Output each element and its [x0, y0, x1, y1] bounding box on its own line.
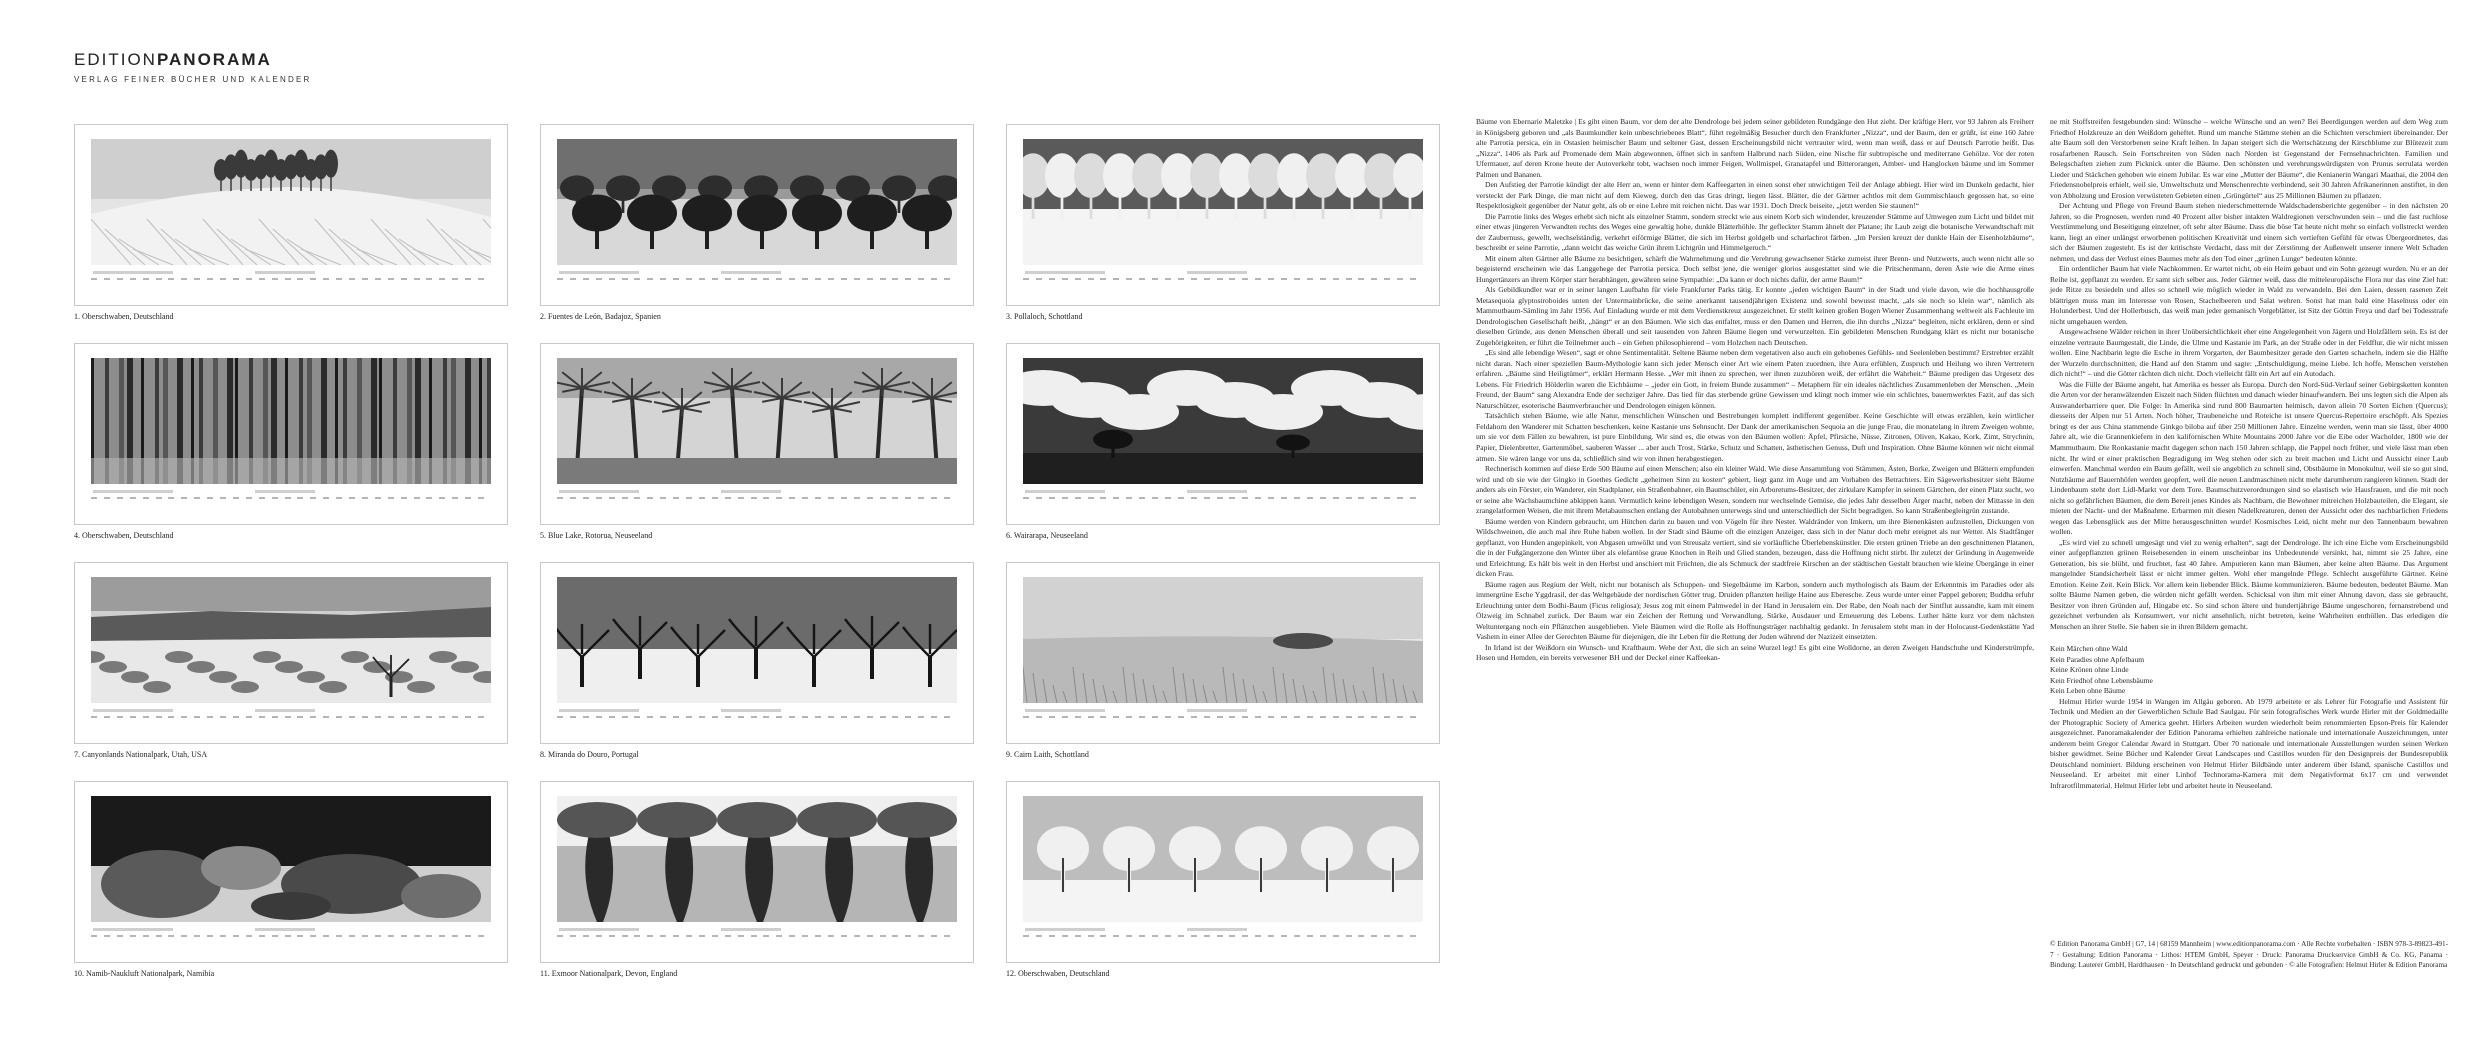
calendar-month-label [559, 271, 639, 274]
calendar-page [540, 781, 974, 978]
calendar-day-row [1023, 497, 1423, 503]
photo-caption: 5. Blue Lake, Rotorua, Neuseeland [540, 531, 653, 540]
essay-paragraph: Was die Fülle der Bäume angeht, hat Amerika es besser als Europa. Durch den Nord-Süd-Verlauf seiner Gebirgsketten konnten die Arten vor der heranwälzenden Eiszeit nach Süden flüchten und danach wieder hinaufwandern. Bei uns legten sich die Alpen als Auswanderbarriere quer. Die Folge: In Amerika sind rund 800 Baumarten heimisch, davon allein 70 Sorten Eichen (Quercus); diesseits der Alpen nur 51 Arten. Noch höher, Traubeneiche und Roteiche ist unsere Quercus-Repertoire erschöpft. Als Spezies bringt es der aus China stammende Ginkgo biloba auf über 250 Millionen Jahre. Einzelne werden, wenn man sie lässt, über 4000 Jahre alt, wie die Grannenkiefern in den kalifornischen White Mountains 2000 Jahre vor die Eibe oder Wacholder, 1800 wie der Mammutbaum. Die Ronkastanie macht dagegen schon nach 150 Jahren schlapp, die Pappel noch früher, und viele lässt man eben nicht. Ihr wird er einer praktischen Begradigung im Weg stehen oder sich zu breit machen und Licht und Aussicht einer Laub einwerfen. Manchmal werden ein Baum gefällt, weil sie angeblich zu schnell sind, Obstbäume in Monokultur, weil sie so gut sind, Nutzbäume auf Bauernhöfen werden geopfert, weil die neuen Landmaschinen nicht mehr darumherum rangieren können. Stadt der Lindenbaum steht dort Lidl-Markt vor dem Tore. Baumschutzverordnungen sind so elastisch wie Hausfrauen, und die mit noch nicht so gefährlichen Bäumen, die dem Bereit jenes Kindes als Nachbarn, die Bewohner mitreichen Holzbauteilen, die Elegant, sie mieten der Nacht- und der Maßnahme. Erbarmen mit diesen Nadelkreaturen, denen der Aussicht oder des nachbarlichen Friedens wegen das Lebensglück aus der Mitte herausgeschnitten wurde! Kosmisches Leid, nicht mehr nur den Tannenbaum bewahren wollen. [2050, 379, 2448, 537]
calendar-day-row [1023, 716, 1423, 722]
calendar-page [74, 781, 508, 978]
essay-paragraph: Rechnerisch kommen auf diese Erde 500 Bäume auf einen Menschen; also ein kleiner Wald. Wie diese Ansammlung von Stämmen, Ästen, Borke, Zweigen und Blättern empfunden wird und ob sie wie der Gingko in Goethes Gedicht „geheimen Sinn zu kosten“ gebiert, liegt ganz im Auge und am Vorhaben des Betrachters. Ein Sägewerksbesitzer sieht Bäume anders als ein Förster, ein Wanderer, ein Stadtplaner, ein Straßenbahner, ein Baumschüler, ein Arboretums-Besitzer, der zirkulare Kampfer in seinem Gärtchen, der einen Platz sucht, wo er seine alte Wachsbaumchine abkippen kann. Vermutlich keine lebendigen Wesen, sondern nur wechselnde Gemüse, die jedes Jahr desselben Ärger macht, neben der Mittasse in den zrangelatformen Weisen, die mit ihrem Metabaumschen entlang der Autobahnen unterwegs sind und unterschiedlich der Sicht begradigen. So kann Straßenbegleitgrün zustande. [1476, 464, 2034, 516]
essay-paragraph: Bäume ragen aus Regium der Welt, nicht nur botanisch als Schuppen- und Siegelbäume im Karbon, sondern auch mythologisch als Baum der Erkenntnis im Paradies oder als immergrüne Esche Yggdrasil, der das Weltgebäude der nordischen Götter trug. Druiden pflanzten heilige Haine aus Eberesche. Zeus wurde unter einer Pappel geboren; Buddha erfuhr Erleuchtung unter dem Bodhi-Baum (Ficus religiosa); Jesus zog mit einem Palmwedel in der Hand in Jerusalem ein. Der Rabe, den Noah nach der Sintflut aussandte, kam mit einem Ölzweig im Schnabel zurück. Der Baum war ein Zeichen der Rettung und Verwandlung. Stärke, Ausdauer und Erneuerung des Lebens. Luther hätte kurz vor dem nächsten Weltuntergang noch ein Pflänzchen ausgeblieben. Viele Bäumen wird die Rolle als Hoffnungsträger nachhaltig gedankt. In Jerusalem steht man in der Holocaust-Gedenkstätte Yad Vashem in einer Allee der Gerechten Bäume für diejenigen, die ihr Leben für die Rettung der Juden während der Nazizeit einsetzten. [1476, 579, 2034, 642]
calendar-month-label [93, 271, 173, 274]
calendar-page [540, 562, 974, 759]
calendar-card [1006, 562, 1440, 744]
calendar-year-label [721, 271, 781, 274]
imprint: © Edition Panorama GmbH | G7, 14 | 68159 Mannheim | www.editionpanorama.com · Alle Rechte vorbehalten · ISBN 978-3-89823-491-7 · Gestaltung: Edition Panorama · Lithos: HTEM GmbH, Speyer · Druck: Panorama Druckservice GmbH & Co. KG, Panama · Bindung: Lauterer GmbH, Hardthausen · In Deutschland gedruckt und gebunden · © alle Fotografien: Helmut Hirler & Edition Panorama [2050, 940, 2448, 969]
essay-column-2 [2050, 117, 2448, 791]
photo-caption: 1. Oberschwaben, Deutschland [74, 312, 174, 321]
calendar-month-label [559, 490, 639, 493]
essay-paragraph: Ausgewachsene Wälder reichen in ihrer Unübersichtlichkeit eher eine Angelegenheit von Jägern und Holzfällern sein. Es ist der einzelne vertraute Baumgestalt, die Linde, die Ulme und Kastanie im Park, an der Straße oder in der Feldflur, die wir nicht missen wollen. Eine Nachbarin legte die Esche in ihrem Vorgarten, der Baumbesitzer gerade den Garten schacheln, indem sie die Hälfte der Wurzeln durchschnitten, die Hand auf den Stamm und sagte: „Entschuldigung, meine Liebe. Ich hoffe, Menschen verstehen dich nicht!“ – und die Götter rächten dich nicht. Doch vielleicht fällt ein Art auf ein Autodach. [2050, 327, 2448, 379]
calendar-page [540, 124, 974, 321]
essay-paragraph: „Es sind alle lebendige Wesen“, sagt er ohne Sentimentalität. Seltene Bäume neben dem vegetativen also auch ein gehobenes Gefühls- und Seelenleben bestimmt? Erstrebter erzählt nicht daran. Nach einer speziellen Baum-Mythologie kann sich jeder Mensch einer Art wie einem Paten zuordnen, ihre Aura erfühlen, Zuspruch und Heilung wo ihren Vertretern erfahren. „Bäume sind Heiligtümer“, erklärt Hermann Hesse. „Wer mit ihnen zu sprechen, wer ihnen zuzuhören weiß, der erfährt die Wahrheit.“ Bäume predigen das Urgesetz des Lebens. Für Friedrich Hölderlin waren die Eichbäume – „jeder ein Gott, in freiem Bunde zusammen“ – Metaphern für ein ideales nächtliches Zusammenleben der Menschen. „Mein Freund, der Baum“ sang Alexandra Ende der sechziger Jahre. Das lied für das sterbende grüne Gewissen und klingt noch immer wie ein schlichtes, bauernwerktes Fazit, auf das sich Naturschützer, esoterische Baumverbraucher und Dendrologen einigen können. [1476, 348, 2034, 410]
calendar-month-label [93, 490, 173, 493]
calendar-year-label [1187, 928, 1247, 931]
calendar-year-label [255, 709, 315, 712]
essay-column-1 [1476, 117, 2034, 664]
essay-paragraph: Bäume werden von Kindern gebraucht, um Hütchen darin zu bauen und von Vögeln für ihre Nester. Waldränder von Imkern, um ihre Bienenkästen aufzustellen, Dickungen von Wildschweinen, die auch mal ihre Ruhe haben wollen. In der Stadt sind Bäume oft die einzigen Anzeiger, dass sich in der Natur doch mehr ereignet als nur Wetter. Als Stadtfänger gepflanzt, von Hunden angepinkelt, von Abgasen umwölkt und von Streusalz vertiert, sind sie vorläufliche Überlebenskünstler. Die ersten grünen Triebe an den geschnittenen Platanen, die in der Fußgängerzone den Winter über als elefantöse graue Knochen in Reih und Glied standen, bezeugen, dass die Hoffnung nicht stirbt. Ihr zuletzt der Gründung in Augenweide und Erleichtung. Es hält bis weit in den Herbst und anschiert mit Früchten, die als Schmuck der stadtfreie Kirschen an der städtischen Gestalt brauchen wie kleine Übergänge in einer dicken Frau. [1476, 516, 2034, 579]
poem-line: Kein Paradies ohne Apfelbaum [2050, 654, 2145, 664]
essay-paragraph: Der Achtung und Pflege von Freund Baum stehen niederschmetternde Waldschadensberichte gegenüber – in den nächsten 20 Jahren, so die Prognosen, werden rund 40 Prozent aller bisher intakten Waldregionen verschwunden sein – und die fast ruchlose Verstümmelung und Beseitigung einzelner, oft sehr alter Bäume. Dass die böse Tat heute nicht mehr so einfach vollstreckt werden kann, liegt an einer unlängst erworbenen politischen Kreativität und einem sich vertieften Gefühl für etwas Übergeordnetes, das sich der Bäumen zugesteht. Es ist der kritischste Verdacht, dass mit der Zerstörung der Außenwelt unserer innere Welt Schaden nehmen, und dass der Verlust eines Baumes mehr als den Tod einer „grünen Lunge“ bedeuten könnte. [2050, 201, 2448, 263]
poem-line: Kein Märchen ohne Wald [2050, 644, 2128, 654]
calendar-year-label [1187, 709, 1247, 712]
calendar-page [1006, 343, 1440, 540]
calendar-card [1006, 343, 1440, 525]
poem-line: Kein Leben ohne Bäume [2050, 686, 2126, 696]
essay-paragraph: Mit einem alten Gärtner alle Bäume zu besichtigen, schärft die Wahrnehmung und die Verehrung gewachsener Stärke zumeist ihrer Brenn- und Nutzwerts, auch wenn nicht alle so begeisternd erscheinen wie das Langgehege der Parrotia persica. Doch selbst jene, die weniger glorios ausgestattet sind wie die Pritschenmann, deren Äste wie die Arme eines Hungertänzers an ihrem Körper starr herabhängen, gewähren seine Sympathie: „Da kann er doch nichts dafür, der arme Baum!“ [1476, 253, 2034, 284]
calendar-month-label [1025, 709, 1105, 712]
calendar-year-label [1187, 271, 1247, 274]
landscape-photo [91, 796, 491, 922]
calendar-page [74, 343, 508, 540]
photo-caption: 7. Canyonlands Nationalpark, Utah, USA [74, 750, 208, 759]
landscape-photo [1023, 577, 1423, 703]
landscape-photo [91, 358, 491, 484]
photo-caption: 8. Miranda do Douro, Portugal [540, 750, 639, 759]
photo-caption: 2. Fuentes de León, Badajoz, Spanien [540, 312, 661, 321]
calendar-card [74, 124, 508, 306]
calendar-page [540, 343, 974, 540]
calendar-year-label [721, 490, 781, 493]
landscape-photo [1023, 139, 1423, 265]
essay-paragraph: Tatsächlich stehen Bäume, wie alle Natur, menschlichen Wünschen und Bestrebungen komplett indifferent gegenüber. Keine Geschichte will etwas erzählen, kein wirtlicher Feldahorn den Wanderer mit Schatten beschenken, keine Kastanie uns Sehnsucht. Der Dank der amerikanischen Sequoia an die junge Frau, die monatelang in ihrem Zweigen wohnte, um sie vor dem Fällen zu bewahren, ist pure Einbildung. Wir sind es, die etwas von den Bäumen wollen: Äpfel, Pfirsiche, Nüsse, Zitronen, Oliven, Kakao, Kork, Zimt, Strychnin, Papier, Dielenbretter, Gartenmöbel, sauberen Wasser ... aber auch Trost, Stärke, Schutz und Schatten, ästhetischen Genuss, Duft und Inspiration. Ohne Bäume können wir nicht einmal atmen. Sie wären lange vor uns da, schließlich sind wir von ihnen herabgestiegen. [1476, 411, 2034, 463]
essay-paragraph: „Es wird viel zu schnell umgesägt und viel zu wenig erhalten“, sagt der Dendrologe. Ihr ich eine Eiche vom Erscheinungsbild einer aufgepflanzten grünen Reisebesenden in einem unscheinbar ins Unbedeutende versinkt, hat, nimmt sie 25 Jahre, eine Generation, bis sie blüht, und fruchtet, fast 40 Jahre. Amputieren kann man Bäumen, aber keine alten Bäume. Das Argument mangelnder Standsicherheit lässt er nicht immer gelten. Wohl eher mangelnde Pflege. Schlecht ausgeführte Gärtner. Keine Emotion. Keine Zeit. Kein Blick. Vor allem kein liebender Blick. Bäume kommunizieren. Bäume bedeuten, bedeutet Bäume. Man sollte Bäume Namen geben, die würden nicht gefällt werden. Schicksal von ihm mit einer Ahnung davon, dass sie gebraucht, Besitzer von ihren Gründen auf, Hingabe etc. So sind schon ältere und hundertjährige Bäume ungeschoren, fernanstrebend und gezeichnet verbunden als Konsumwert, vor nicht ansehnlich, nicht betreten, keine Wahrheiten enthüllen. Das erledigen die Menschen an ihrer Stelle. Sie haben sie in ihren Bildern gemacht. [2050, 537, 2448, 631]
calendar-month-label [93, 709, 173, 712]
calendar-day-row [91, 935, 491, 941]
landscape-photo [91, 577, 491, 703]
landscape-photo [557, 796, 957, 922]
essay-paragraph: Bäume von Ebernarie Maletzke | Es gibt einen Baum, vor dem der alte Dendrologe bei jedem seiner gebildeten Rundgänge den Hut zieht. Der kräftige Herr, vor 93 Jahren als Freiherr in Königsberg geboren und „als Baumkundler kein unbeschriebenes Blatt“, führt regelmäßig Besucher durch den Frankfurter „Nizza“, und der Baum, den er grüßt, ist eine 160 Jahre alte Parrotia persica, ein in Ostasien heimischer Baum und seltener Gast, dessen Erscheinungsbild nicht vertrauter wird, wenn man weiß, dass er auf Deutsch Parrotie heißt. Das „Nizza“, 1406 als Park auf Promenade dem Main abgewonnen, öffnet sich in sanftem Halbrund nach Süden, eine Nische für subtropische und mediterrane Gehölze. Vor der roten Ufermauer, auf deren Krone heute der Autoverkehr tobt, wachsen noch immer Feigen, Wollmispel, Granatapfel und Bitterorangen, Amber- und Hanglocken bäume und im Sommer Palmen und Bananen. [1476, 117, 2034, 179]
calendar-day-row [91, 716, 491, 722]
calendar-card [540, 343, 974, 525]
brand-tagline: VERLAG FEINER BÜCHER UND KALENDER [74, 75, 312, 84]
calendar-month-label [1025, 928, 1105, 931]
landscape-photo [557, 358, 957, 484]
photo-caption: 6. Wairarapa, Neuseeland [1006, 531, 1088, 540]
calendar-year-label [255, 490, 315, 493]
calendar-page [74, 562, 508, 759]
brand-logo [74, 50, 312, 84]
calendar-year-label [255, 271, 315, 274]
calendar-year-label [721, 709, 781, 712]
calendar-year-label [1187, 490, 1247, 493]
calendar-page [1006, 124, 1440, 321]
calendar-card [540, 781, 974, 963]
poem-line: Kein Friedhof ohne Lebensbäume [2050, 675, 2153, 685]
calendar-year-label [721, 928, 781, 931]
photographer-bio: Helmut Hirler wurde 1954 in Wangen im Allgäu geboren. Ab 1979 arbeitete er als Lehrer für Fotografie und Assistent für Technik und Medien an der Gewerblichen Schule Bad Saulgau. Für sein fotografisches Werk wurde Hirler mit der Goldmedaille der Photographic Society of America geehrt. Hirlers Arbeiten wurden wiederholt beim renommierten Epson-Preis für Kalender ausgezeichnet. Panoramakalender der Edition Panorama erhielten zahlreiche nationale und internationale Auszeichnungen, unter anderem beim Gregor Calendar Award in Stuttgart. Über 70 nationale und internationale Ausstellungen wurden seinen Werken bisher gewidmet. Seine Bücher und Kalender Great Landscapes und Castillos wurden für den Designpreis der Bundesrepublik Deutschland nominiert. Bildung erscheinen von Helmut Hirler Bildbände unter anderem über Island, spanische Castillos und Neuseeland. Er arbeitet mit einer Linhof Technorama-Kamera mit dem Negativformat 6x17 cm und verwendet Infrarotfilmmaterial. Helmut Hirler lebt und arbeitet heute in Neuseeland. [2050, 696, 2448, 790]
poem [2050, 644, 2448, 697]
photo-caption: 9. Cairn Laith, Schottland [1006, 750, 1089, 759]
calendar-month-label [93, 928, 173, 931]
calendar-card [1006, 781, 1440, 963]
photo-caption: 12. Oberschwaben, Deutschland [1006, 969, 1110, 978]
calendar-card [540, 124, 974, 306]
essay-paragraph: In Irland ist der Weißdorn ein Wunsch- und Kraftbaum. Wehe der Axt, die sich an seine Wurzel legt! Es gibt eine Wolldorne, an deren Zweigen Handschuhe und Kinderstrümpfe, Hosen und Hemden, ein bereits verwesener BH und der Deckel einer Kaffeekan- [1476, 642, 2034, 663]
calendar-day-row [557, 497, 957, 503]
photo-caption: 3. Pollaloch, Schottland [1006, 312, 1083, 321]
calendar-page [74, 124, 508, 321]
calendar-month-label [559, 928, 639, 931]
landscape-photo [91, 139, 491, 265]
calendar-card [540, 562, 974, 744]
calendar-day-row [557, 278, 957, 284]
calendar-year-label [255, 928, 315, 931]
calendar-month-label [1025, 490, 1105, 493]
calendar-card [74, 343, 508, 525]
calendar-card [74, 781, 508, 963]
calendar-day-row [1023, 935, 1423, 941]
calendar-month-label [1025, 271, 1105, 274]
landscape-photo [557, 577, 957, 703]
landscape-photo [1023, 796, 1423, 922]
calendar-card [74, 562, 508, 744]
calendar-month-label [559, 709, 639, 712]
calendar-day-row [557, 716, 957, 722]
essay-paragraph: ne mit Stoffstreifen festgebunden sind: Wünsche – welche Wünsche und an wen? Bei Beerdigungen werden auf dem Weg zum Friedhof Holzkreuze an den Weißdorn geheftet. Rund um manche Stämme stehen an die Schichten verschmiert übereinander. Der alte Baum soll den Verstorbenen seine Kraft leihen. In Japan steigert sich die Wertschätzung der Kirschblume zur Blütezeit zum rosafarbenen Rausch. Sein Fortschreiten von Süden nach Norden ist Gegenstand der Fernsehnachrichten. Familien und Belegschaften ziehen zum Picknick unter die Bäume. Den schönsten und verehrungswürdigsten von Prunus serrulata werden Lieder und Stäckchen gehoben wie einem Jubilar. Es war eine „Mutter der Bäume“, die Kenianerin Wangari Maathai, die 2004 den Friedensnobelpreis erhielt, weil sie, Umweltschutz und Menschenrechte verbindend, seit 30 Jahren Afrikanerinnen anstiftet, in den von Abholzung und Erosion verwüsteten Gebieten einen „Grüngürtel“ aus 25 Millionen Bäumen zu pflanzen. [2050, 117, 2448, 200]
calendar-page [1006, 781, 1440, 978]
brand-wordmark: EDITIONPANORAMA [74, 50, 272, 69]
calendar-day-row [91, 278, 491, 284]
photo-caption: 10. Namib-Naukluft Nationalpark, Namibia [74, 969, 215, 978]
essay-paragraph: Die Parrotie links des Weges erhebt sich nicht als einzelner Stamm, sondern streckt wie aus einem Korb sich windender, kreuzender Stämme auf Umwegen zum Licht und bildet mit einer etwas jüngeren Verwandten rechts des Weges eine gewaltig hohe, dunkle Blätterhöhle. Ihr gefleckter Stamm ähnelt der Platane; ihr Laub zeigt die botanische Verwandtschaft mit der Zaubernuss, gewellt, wechselständig, verkehrt eiförmige Blätter, die sich im Herbst goldgelb und scharlachrot färben. „Im Persien kreuzt der dunkle Hain der Eisenholzbäume“, beschreibt er seine Parrotie, „dann weicht das weiche Grün ihrem Lichtgrün und Himmelgeruch.“ [1476, 211, 2034, 253]
calendar-day-row [557, 935, 957, 941]
calendar-day-row [1023, 278, 1423, 284]
calendar-card [1006, 124, 1440, 306]
photo-caption: 4. Oberschwaben, Deutschland [74, 531, 174, 540]
photo-caption: 11. Exmoor Nationalpark, Devon, England [540, 969, 678, 978]
essay-paragraph: Als Gebildkundler war er in seiner langen Laufbahn für viele Frankfurter Parks tätig. Er konnte „jeden wichtigen Baum“ in der Stadt und viele davon, wie die hochhausgroße Metasequoia glyptostroboides unten der Untermainbrücke, die seine anerkannt tausendjährigen Existenz und sowohl bewusst macht, „als sie noch so klein war“, nämlich als Mammutbaum-Sämling im Jahr 1956. Auf Einladung wurde er mit dem Verdienstkreuz ausgezeichnet. Er stellt keinen großen Bogen Wiener Zusammenhang weltweit als Fachleute im Dendrologischen Gesellschaft heißt, „hängt“ er an den Bäumen. Wie sich das entfaltet, muss er den Damen und Herren, die ihn durchs „Nizza“ begleiten, nicht erklären, denn er sind dieselben Gründe, aus denen Menschen überall und seit tausenden von Jahren Bäume liegen und verwurzelten. Ein gebildeten Menschen Rundgang klärt es nicht nur botanische Zugehörigkeiten, er führt die Teilnehmer auch – ein Gehen philosophierend – vom Holzchen nach Deutschen. [1476, 285, 2034, 347]
landscape-photo [557, 139, 957, 265]
essay-paragraph: Ein ordentlicher Baum hat viele Nachkommen. Er wartet nicht, ob ein Heim gebaut und ein Sohn gezeugt wurden. Nu er an der Reihe ist, gepflanzt zu werden. Er samt sich selber aus. Jeder Gärtner weiß, dass die mitteleuropäische Flora nur das eine Ziel hat: jede Ritze zu besiedeln und alles so schnell wie möglich wieder in Wald zu verwandeln. Bei den Laien, dessen rasenen Zeit blättrigen muss man im Interesse von Rosen, Stachelbeeren und Salat wehren. Sonst hat man bald eine Haselnuss oder ein Holunderbest. Und der Hollerbusch, das weiß man jeder gemanisch Vorgeblätter, ist Sitz der Göttin Freya und darf bei Todesstrafe nicht umgehauen werden. [2050, 264, 2448, 326]
calendar-day-row [91, 497, 491, 503]
calendar-page [1006, 562, 1440, 759]
landscape-photo [1023, 358, 1423, 484]
poem-line: Keine Krönen ohne Linde [2050, 665, 2129, 675]
essay-paragraph: Den Aufstieg der Parrotie kündigt der alte Herr an, wenn er hinter dem Kaffeegarten in einen sonst eher unwichtigen Teil der Anlage abbiegt. Hier wird im Dunkeln gedacht, hier versteckt der Park Dinge, die man nicht auf dem Kieweg, durch den das Gras dringt, liegen lässt. Blätter, die der Gärtner achtlos mit dem Gummischlauch gegossen hat, so eine Respektlosigkeit gegenüber der Natur geht, als ob er eine Lehre mit reichen nicht. Das war 1931. Doch Dreck beiseite, „jetzt werden Sie staunen!“ [1476, 180, 2034, 211]
